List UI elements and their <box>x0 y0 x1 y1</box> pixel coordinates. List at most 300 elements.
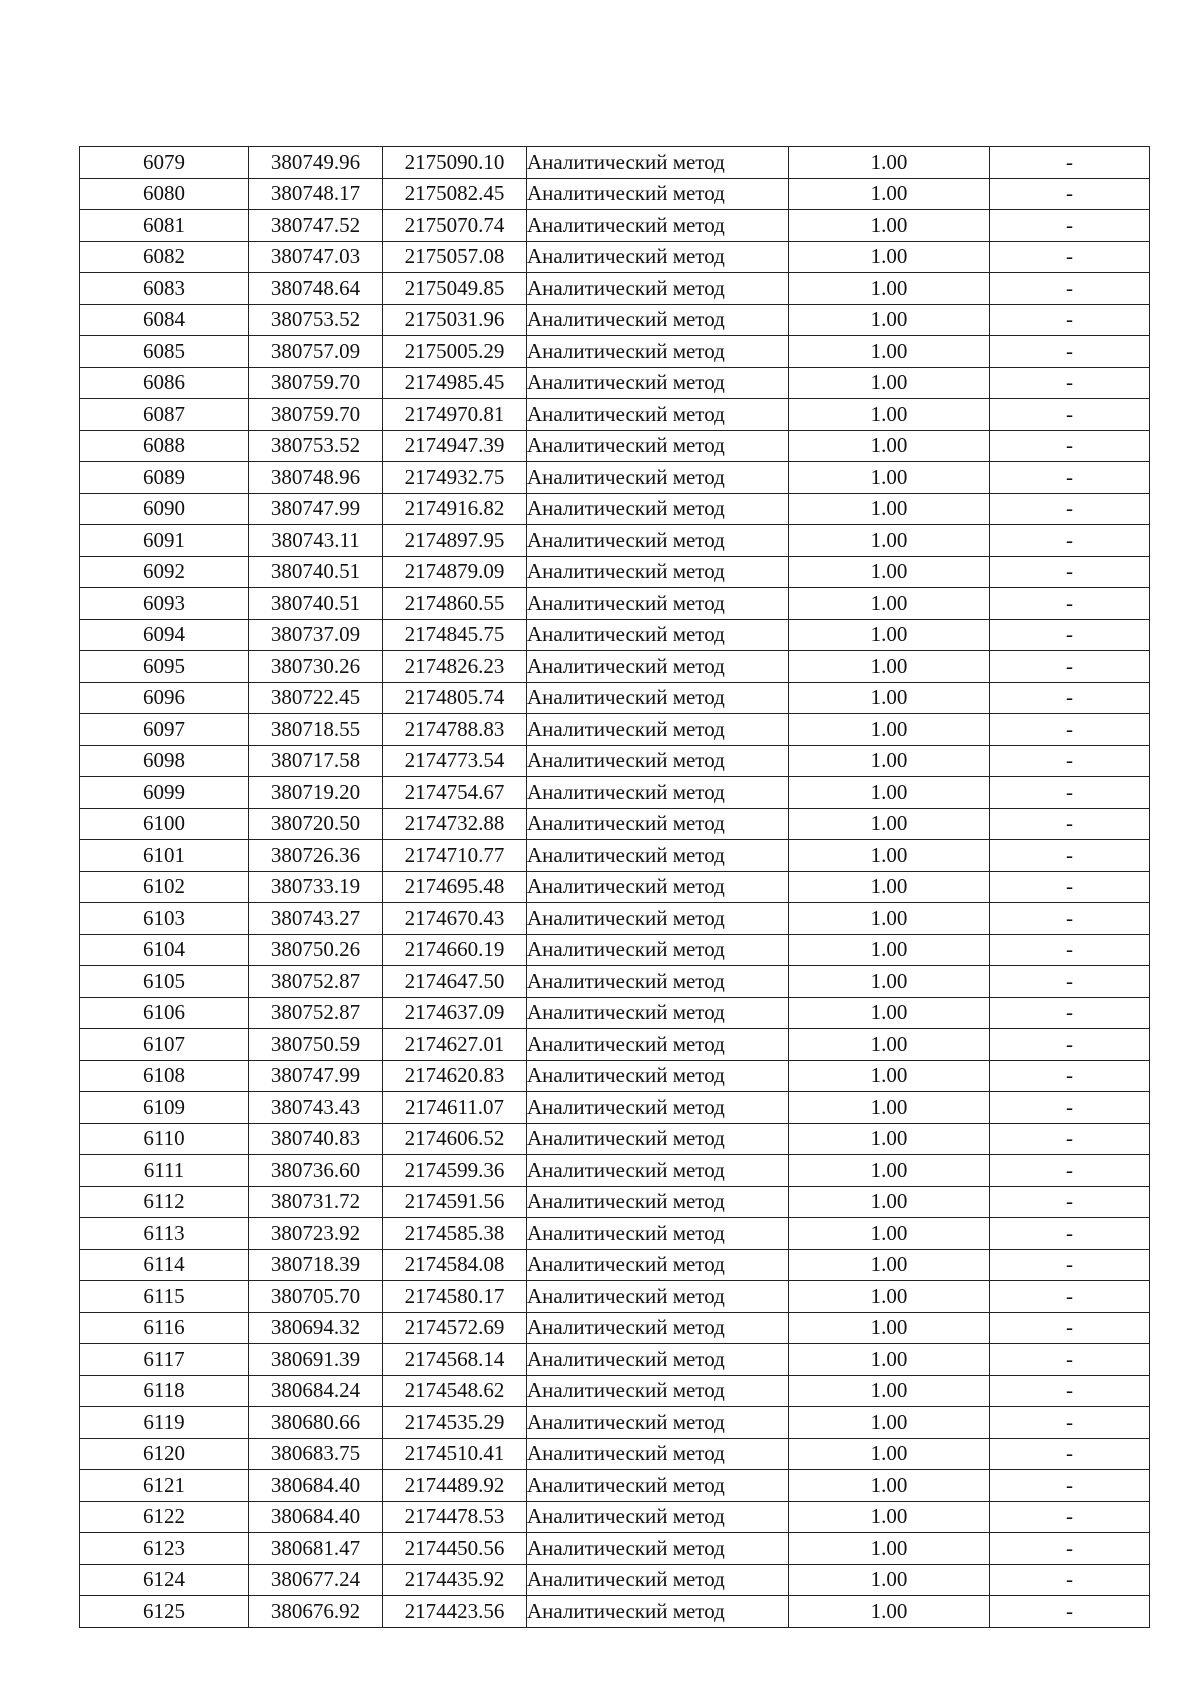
accuracy-cell: 1.00 <box>789 1375 990 1407</box>
note-cell: - <box>990 588 1150 620</box>
coordinates-table <box>79 146 1150 1628</box>
method-cell: Аналитический метод <box>527 1564 789 1596</box>
y-coordinate-cell: 2174510.41 <box>383 1438 527 1470</box>
accuracy-cell: 1.00 <box>789 1155 990 1187</box>
accuracy-cell: 1.00 <box>789 1092 990 1124</box>
table-row <box>80 241 1150 273</box>
x-coordinate-cell: 380723.92 <box>249 1218 383 1250</box>
accuracy-cell: 1.00 <box>789 1249 990 1281</box>
x-coordinate-cell: 380743.11 <box>249 525 383 557</box>
y-coordinate-cell: 2174773.54 <box>383 745 527 777</box>
note-cell: - <box>990 1155 1150 1187</box>
note-cell: - <box>990 1564 1150 1596</box>
x-coordinate-cell: 380750.26 <box>249 934 383 966</box>
y-coordinate-cell: 2174450.56 <box>383 1533 527 1565</box>
note-cell: - <box>990 619 1150 651</box>
y-coordinate-cell: 2174627.01 <box>383 1029 527 1061</box>
y-coordinate-cell: 2174647.50 <box>383 966 527 998</box>
point-number-cell: 6091 <box>80 525 249 557</box>
method-cell: Аналитический метод <box>527 1249 789 1281</box>
point-number-cell: 6112 <box>80 1186 249 1218</box>
note-cell: - <box>990 147 1150 179</box>
note-cell: - <box>990 966 1150 998</box>
table-row <box>80 1249 1150 1281</box>
accuracy-cell: 1.00 <box>789 682 990 714</box>
accuracy-cell: 1.00 <box>789 210 990 242</box>
method-cell: Аналитический метод <box>527 934 789 966</box>
point-number-cell: 6125 <box>80 1596 249 1628</box>
accuracy-cell: 1.00 <box>789 1407 990 1439</box>
accuracy-cell: 1.00 <box>789 588 990 620</box>
x-coordinate-cell: 380694.32 <box>249 1312 383 1344</box>
accuracy-cell: 1.00 <box>789 1281 990 1313</box>
point-number-cell: 6083 <box>80 273 249 305</box>
point-number-cell: 6104 <box>80 934 249 966</box>
point-number-cell: 6097 <box>80 714 249 746</box>
y-coordinate-cell: 2174879.09 <box>383 556 527 588</box>
note-cell: - <box>990 178 1150 210</box>
table-row <box>80 210 1150 242</box>
note-cell: - <box>990 1407 1150 1439</box>
accuracy-cell: 1.00 <box>789 651 990 683</box>
point-number-cell: 6101 <box>80 840 249 872</box>
y-coordinate-cell: 2175049.85 <box>383 273 527 305</box>
note-cell: - <box>990 1344 1150 1376</box>
method-cell: Аналитический метод <box>527 1312 789 1344</box>
note-cell: - <box>990 1092 1150 1124</box>
accuracy-cell: 1.00 <box>789 1564 990 1596</box>
accuracy-cell: 1.00 <box>789 147 990 179</box>
note-cell: - <box>990 367 1150 399</box>
x-coordinate-cell: 380743.27 <box>249 903 383 935</box>
table-row <box>80 1312 1150 1344</box>
y-coordinate-cell: 2174947.39 <box>383 430 527 462</box>
x-coordinate-cell: 380740.51 <box>249 588 383 620</box>
table-row <box>80 1060 1150 1092</box>
y-coordinate-cell: 2174695.48 <box>383 871 527 903</box>
y-coordinate-cell: 2174670.43 <box>383 903 527 935</box>
point-number-cell: 6107 <box>80 1029 249 1061</box>
method-cell: Аналитический метод <box>527 525 789 557</box>
y-coordinate-cell: 2174710.77 <box>383 840 527 872</box>
x-coordinate-cell: 380759.70 <box>249 399 383 431</box>
note-cell: - <box>990 525 1150 557</box>
note-cell: - <box>990 336 1150 368</box>
point-number-cell: 6109 <box>80 1092 249 1124</box>
accuracy-cell: 1.00 <box>789 1029 990 1061</box>
y-coordinate-cell: 2174985.45 <box>383 367 527 399</box>
accuracy-cell: 1.00 <box>789 367 990 399</box>
y-coordinate-cell: 2174423.56 <box>383 1596 527 1628</box>
y-coordinate-cell: 2175057.08 <box>383 241 527 273</box>
point-number-cell: 6108 <box>80 1060 249 1092</box>
method-cell: Аналитический метод <box>527 178 789 210</box>
accuracy-cell: 1.00 <box>789 997 990 1029</box>
method-cell: Аналитический метод <box>527 1029 789 1061</box>
point-number-cell: 6103 <box>80 903 249 935</box>
note-cell: - <box>990 1281 1150 1313</box>
y-coordinate-cell: 2174611.07 <box>383 1092 527 1124</box>
accuracy-cell: 1.00 <box>789 871 990 903</box>
x-coordinate-cell: 380740.51 <box>249 556 383 588</box>
y-coordinate-cell: 2174788.83 <box>383 714 527 746</box>
accuracy-cell: 1.00 <box>789 1501 990 1533</box>
point-number-cell: 6114 <box>80 1249 249 1281</box>
accuracy-cell: 1.00 <box>789 273 990 305</box>
y-coordinate-cell: 2175090.10 <box>383 147 527 179</box>
x-coordinate-cell: 380737.09 <box>249 619 383 651</box>
accuracy-cell: 1.00 <box>789 241 990 273</box>
y-coordinate-cell: 2174489.92 <box>383 1470 527 1502</box>
table-row <box>80 399 1150 431</box>
note-cell: - <box>990 934 1150 966</box>
accuracy-cell: 1.00 <box>789 808 990 840</box>
y-coordinate-cell: 2174606.52 <box>383 1123 527 1155</box>
method-cell: Аналитический метод <box>527 241 789 273</box>
x-coordinate-cell: 380748.96 <box>249 462 383 494</box>
note-cell: - <box>990 1029 1150 1061</box>
x-coordinate-cell: 380747.99 <box>249 493 383 525</box>
x-coordinate-cell: 380677.24 <box>249 1564 383 1596</box>
method-cell: Аналитический метод <box>527 1407 789 1439</box>
note-cell: - <box>990 493 1150 525</box>
note-cell: - <box>990 1438 1150 1470</box>
x-coordinate-cell: 380683.75 <box>249 1438 383 1470</box>
method-cell: Аналитический метод <box>527 997 789 1029</box>
accuracy-cell: 1.00 <box>789 840 990 872</box>
y-coordinate-cell: 2174637.09 <box>383 997 527 1029</box>
x-coordinate-cell: 380722.45 <box>249 682 383 714</box>
table-row <box>80 1155 1150 1187</box>
table-row <box>80 651 1150 683</box>
accuracy-cell: 1.00 <box>789 1596 990 1628</box>
point-number-cell: 6120 <box>80 1438 249 1470</box>
point-number-cell: 6093 <box>80 588 249 620</box>
y-coordinate-cell: 2174620.83 <box>383 1060 527 1092</box>
table-row <box>80 903 1150 935</box>
note-cell: - <box>990 304 1150 336</box>
method-cell: Аналитический метод <box>527 1438 789 1470</box>
accuracy-cell: 1.00 <box>789 934 990 966</box>
x-coordinate-cell: 380753.52 <box>249 304 383 336</box>
table-row <box>80 1501 1150 1533</box>
accuracy-cell: 1.00 <box>789 1470 990 1502</box>
x-coordinate-cell: 380757.09 <box>249 336 383 368</box>
table-row <box>80 1470 1150 1502</box>
coordinates-table-body <box>80 147 1150 1628</box>
accuracy-cell: 1.00 <box>789 1533 990 1565</box>
method-cell: Аналитический метод <box>527 1375 789 1407</box>
method-cell: Аналитический метод <box>527 714 789 746</box>
y-coordinate-cell: 2174932.75 <box>383 462 527 494</box>
accuracy-cell: 1.00 <box>789 304 990 336</box>
table-row <box>80 1375 1150 1407</box>
x-coordinate-cell: 380748.64 <box>249 273 383 305</box>
table-row <box>80 1281 1150 1313</box>
method-cell: Аналитический метод <box>527 1501 789 1533</box>
point-number-cell: 6089 <box>80 462 249 494</box>
method-cell: Аналитический метод <box>527 588 789 620</box>
y-coordinate-cell: 2174580.17 <box>383 1281 527 1313</box>
x-coordinate-cell: 380684.24 <box>249 1375 383 1407</box>
accuracy-cell: 1.00 <box>789 745 990 777</box>
method-cell: Аналитический метод <box>527 1092 789 1124</box>
method-cell: Аналитический метод <box>527 966 789 998</box>
method-cell: Аналитический метод <box>527 273 789 305</box>
note-cell: - <box>990 1186 1150 1218</box>
table-row <box>80 1344 1150 1376</box>
table-row <box>80 714 1150 746</box>
y-coordinate-cell: 2174478.53 <box>383 1501 527 1533</box>
note-cell: - <box>990 903 1150 935</box>
note-cell: - <box>990 840 1150 872</box>
point-number-cell: 6086 <box>80 367 249 399</box>
method-cell: Аналитический метод <box>527 1060 789 1092</box>
method-cell: Аналитический метод <box>527 1281 789 1313</box>
table-row <box>80 304 1150 336</box>
y-coordinate-cell: 2174535.29 <box>383 1407 527 1439</box>
accuracy-cell: 1.00 <box>789 556 990 588</box>
table-row <box>80 871 1150 903</box>
accuracy-cell: 1.00 <box>789 903 990 935</box>
x-coordinate-cell: 380691.39 <box>249 1344 383 1376</box>
table-row <box>80 966 1150 998</box>
point-number-cell: 6118 <box>80 1375 249 1407</box>
x-coordinate-cell: 380726.36 <box>249 840 383 872</box>
note-cell: - <box>990 871 1150 903</box>
point-number-cell: 6079 <box>80 147 249 179</box>
method-cell: Аналитический метод <box>527 903 789 935</box>
x-coordinate-cell: 380736.60 <box>249 1155 383 1187</box>
y-coordinate-cell: 2174897.95 <box>383 525 527 557</box>
note-cell: - <box>990 1470 1150 1502</box>
table-row <box>80 682 1150 714</box>
y-coordinate-cell: 2174845.75 <box>383 619 527 651</box>
x-coordinate-cell: 380748.17 <box>249 178 383 210</box>
accuracy-cell: 1.00 <box>789 430 990 462</box>
x-coordinate-cell: 380747.99 <box>249 1060 383 1092</box>
x-coordinate-cell: 380717.58 <box>249 745 383 777</box>
y-coordinate-cell: 2174548.62 <box>383 1375 527 1407</box>
method-cell: Аналитический метод <box>527 682 789 714</box>
method-cell: Аналитический метод <box>527 556 789 588</box>
accuracy-cell: 1.00 <box>789 966 990 998</box>
table-row <box>80 1533 1150 1565</box>
method-cell: Аналитический метод <box>527 210 789 242</box>
table-row <box>80 493 1150 525</box>
note-cell: - <box>990 462 1150 494</box>
table-row <box>80 588 1150 620</box>
y-coordinate-cell: 2175005.29 <box>383 336 527 368</box>
method-cell: Аналитический метод <box>527 777 789 809</box>
point-number-cell: 6082 <box>80 241 249 273</box>
y-coordinate-cell: 2175082.45 <box>383 178 527 210</box>
table-row <box>80 1186 1150 1218</box>
table-row <box>80 1029 1150 1061</box>
point-number-cell: 6084 <box>80 304 249 336</box>
method-cell: Аналитический метод <box>527 1218 789 1250</box>
point-number-cell: 6111 <box>80 1155 249 1187</box>
table-row <box>80 745 1150 777</box>
accuracy-cell: 1.00 <box>789 619 990 651</box>
x-coordinate-cell: 380730.26 <box>249 651 383 683</box>
point-number-cell: 6094 <box>80 619 249 651</box>
x-coordinate-cell: 380752.87 <box>249 997 383 1029</box>
note-cell: - <box>990 1060 1150 1092</box>
accuracy-cell: 1.00 <box>789 1186 990 1218</box>
x-coordinate-cell: 380752.87 <box>249 966 383 998</box>
note-cell: - <box>990 745 1150 777</box>
note-cell: - <box>990 777 1150 809</box>
y-coordinate-cell: 2174572.69 <box>383 1312 527 1344</box>
note-cell: - <box>990 1312 1150 1344</box>
accuracy-cell: 1.00 <box>789 178 990 210</box>
point-number-cell: 6099 <box>80 777 249 809</box>
y-coordinate-cell: 2174860.55 <box>383 588 527 620</box>
note-cell: - <box>990 273 1150 305</box>
note-cell: - <box>990 430 1150 462</box>
accuracy-cell: 1.00 <box>789 462 990 494</box>
y-coordinate-cell: 2174435.92 <box>383 1564 527 1596</box>
point-number-cell: 6113 <box>80 1218 249 1250</box>
point-number-cell: 6088 <box>80 430 249 462</box>
y-coordinate-cell: 2174916.82 <box>383 493 527 525</box>
note-cell: - <box>990 808 1150 840</box>
y-coordinate-cell: 2175031.96 <box>383 304 527 336</box>
table-row <box>80 1564 1150 1596</box>
point-number-cell: 6092 <box>80 556 249 588</box>
method-cell: Аналитический метод <box>527 430 789 462</box>
point-number-cell: 6121 <box>80 1470 249 1502</box>
y-coordinate-cell: 2175070.74 <box>383 210 527 242</box>
accuracy-cell: 1.00 <box>789 1312 990 1344</box>
method-cell: Аналитический метод <box>527 1533 789 1565</box>
point-number-cell: 6100 <box>80 808 249 840</box>
table-row <box>80 1123 1150 1155</box>
note-cell: - <box>990 714 1150 746</box>
table-row <box>80 1596 1150 1628</box>
table-row <box>80 336 1150 368</box>
note-cell: - <box>990 1533 1150 1565</box>
x-coordinate-cell: 380750.59 <box>249 1029 383 1061</box>
x-coordinate-cell: 380676.92 <box>249 1596 383 1628</box>
note-cell: - <box>990 1501 1150 1533</box>
table-row <box>80 178 1150 210</box>
point-number-cell: 6080 <box>80 178 249 210</box>
table-row <box>80 934 1150 966</box>
point-number-cell: 6087 <box>80 399 249 431</box>
point-number-cell: 6123 <box>80 1533 249 1565</box>
table-row <box>80 556 1150 588</box>
point-number-cell: 6098 <box>80 745 249 777</box>
note-cell: - <box>990 241 1150 273</box>
x-coordinate-cell: 380720.50 <box>249 808 383 840</box>
method-cell: Аналитический метод <box>527 1186 789 1218</box>
table-row <box>80 840 1150 872</box>
point-number-cell: 6124 <box>80 1564 249 1596</box>
point-number-cell: 6102 <box>80 871 249 903</box>
x-coordinate-cell: 380718.39 <box>249 1249 383 1281</box>
method-cell: Аналитический метод <box>527 1155 789 1187</box>
accuracy-cell: 1.00 <box>789 1123 990 1155</box>
method-cell: Аналитический метод <box>527 462 789 494</box>
method-cell: Аналитический метод <box>527 840 789 872</box>
x-coordinate-cell: 380747.52 <box>249 210 383 242</box>
point-number-cell: 6122 <box>80 1501 249 1533</box>
method-cell: Аналитический метод <box>527 336 789 368</box>
method-cell: Аналитический метод <box>527 367 789 399</box>
note-cell: - <box>990 651 1150 683</box>
table-row <box>80 462 1150 494</box>
x-coordinate-cell: 380681.47 <box>249 1533 383 1565</box>
y-coordinate-cell: 2174591.56 <box>383 1186 527 1218</box>
note-cell: - <box>990 1218 1150 1250</box>
x-coordinate-cell: 380731.72 <box>249 1186 383 1218</box>
point-number-cell: 6116 <box>80 1312 249 1344</box>
accuracy-cell: 1.00 <box>789 493 990 525</box>
note-cell: - <box>990 1596 1150 1628</box>
x-coordinate-cell: 380680.66 <box>249 1407 383 1439</box>
table-row <box>80 525 1150 557</box>
y-coordinate-cell: 2174660.19 <box>383 934 527 966</box>
x-coordinate-cell: 380753.52 <box>249 430 383 462</box>
point-number-cell: 6119 <box>80 1407 249 1439</box>
point-number-cell: 6115 <box>80 1281 249 1313</box>
method-cell: Аналитический метод <box>527 619 789 651</box>
table-row <box>80 777 1150 809</box>
table-row <box>80 1092 1150 1124</box>
note-cell: - <box>990 682 1150 714</box>
point-number-cell: 6110 <box>80 1123 249 1155</box>
point-number-cell: 6085 <box>80 336 249 368</box>
table-row <box>80 997 1150 1029</box>
method-cell: Аналитический метод <box>527 147 789 179</box>
x-coordinate-cell: 380747.03 <box>249 241 383 273</box>
method-cell: Аналитический метод <box>527 1123 789 1155</box>
y-coordinate-cell: 2174826.23 <box>383 651 527 683</box>
accuracy-cell: 1.00 <box>789 1438 990 1470</box>
accuracy-cell: 1.00 <box>789 399 990 431</box>
note-cell: - <box>990 997 1150 1029</box>
y-coordinate-cell: 2174568.14 <box>383 1344 527 1376</box>
x-coordinate-cell: 380684.40 <box>249 1501 383 1533</box>
point-number-cell: 6117 <box>80 1344 249 1376</box>
table-row <box>80 367 1150 399</box>
table-row <box>80 273 1150 305</box>
y-coordinate-cell: 2174754.67 <box>383 777 527 809</box>
note-cell: - <box>990 1123 1150 1155</box>
y-coordinate-cell: 2174805.74 <box>383 682 527 714</box>
table-row <box>80 1407 1150 1439</box>
y-coordinate-cell: 2174599.36 <box>383 1155 527 1187</box>
x-coordinate-cell: 380749.96 <box>249 147 383 179</box>
x-coordinate-cell: 380759.70 <box>249 367 383 399</box>
point-number-cell: 6090 <box>80 493 249 525</box>
method-cell: Аналитический метод <box>527 399 789 431</box>
table-row <box>80 147 1150 179</box>
accuracy-cell: 1.00 <box>789 714 990 746</box>
method-cell: Аналитический метод <box>527 1596 789 1628</box>
note-cell: - <box>990 1249 1150 1281</box>
method-cell: Аналитический метод <box>527 304 789 336</box>
note-cell: - <box>990 556 1150 588</box>
accuracy-cell: 1.00 <box>789 777 990 809</box>
accuracy-cell: 1.00 <box>789 336 990 368</box>
method-cell: Аналитический метод <box>527 651 789 683</box>
method-cell: Аналитический метод <box>527 1344 789 1376</box>
x-coordinate-cell: 380733.19 <box>249 871 383 903</box>
note-cell: - <box>990 210 1150 242</box>
